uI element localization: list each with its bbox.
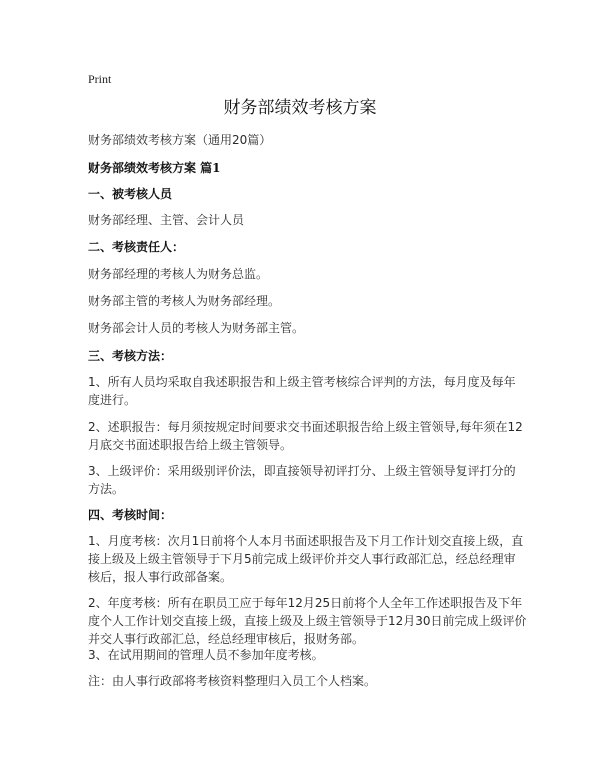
paragraph <box>88 418 523 454</box>
part-heading: 财务部绩效考核方案 篇1 <box>88 161 221 175</box>
paragraph-line: 财务部会计人员的考核人为财务部主管。 <box>88 321 305 335</box>
paragraph-line: 1、月度考核：次月1日前将个人本月书面述职报告及下月工作计划交直接上级，直 <box>88 534 524 548</box>
paragraph-line: 2、年度考核：所有在职员工应于每年12月25日前将个人全年工作述职报告及下年 <box>88 596 523 610</box>
paragraph-line: 月底交书面述职报告给上级主管领导。 <box>88 438 293 452</box>
paragraph-line: 并交人事行政部汇总，经总经理审核后，报财务部。 <box>88 632 365 646</box>
paragraph <box>88 646 324 664</box>
paragraph-line: 2、述职报告：每月须按规定时间要求交书面述职报告给上级主管领导,每年须在12 <box>88 420 523 434</box>
paragraph-line: 度个人工作计划交直接上级，直接上级及上级主管领导于12月30日前完成上级评价 <box>88 614 527 628</box>
print-link[interactable]: Print <box>88 72 112 86</box>
section-heading: 二、考核责任人： <box>88 240 185 254</box>
paragraph <box>88 532 523 586</box>
paragraph-line: 核后，报人事行政部备案。 <box>88 570 233 584</box>
paragraph <box>88 462 516 498</box>
paragraph <box>88 319 304 337</box>
paragraph-line: 财务部经理的考核人为财务总监。 <box>88 267 269 281</box>
section-heading: 一、被考核人员 <box>88 187 173 201</box>
paragraph <box>88 292 280 310</box>
paragraph <box>88 594 527 648</box>
paragraph-line: 财务部主管的考核人为财务部经理。 <box>88 294 281 308</box>
paragraph-line: 度进行。 <box>88 393 137 407</box>
paragraph-line: 财务部经理、主管、会计人员 <box>88 213 245 227</box>
paragraph-line: 3、上级评价：采用级别评价法，即直接领导初评打分、上级主管领导复评打分的 <box>88 464 516 478</box>
section-heading: 三、考核方法： <box>88 349 173 363</box>
paragraph-line: 3、在试用期间的管理人员不参加年度考核。 <box>88 648 324 662</box>
paragraph-line: 1、所有人员均采取自我述职报告和上级主管考核综合评判的方法，每月度及每年 <box>88 375 516 389</box>
section-heading: 四、考核时间： <box>88 508 173 522</box>
paragraph-line: 注：由人事行政部将考核资料整理归入员工个人档案。 <box>88 674 377 688</box>
page-title: 财务部绩效考核方案 <box>223 98 377 118</box>
paragraph-line: 接上级及上级主管领导于下月5前完成上级评价并交人事行政部汇总，经总经理审 <box>88 552 516 566</box>
paragraph <box>88 373 516 409</box>
paragraph <box>88 672 376 690</box>
paragraph <box>88 211 244 229</box>
paragraph-line: 方法。 <box>88 482 125 496</box>
subtitle: 财务部绩效考核方案（通用20篇） <box>88 133 272 147</box>
paragraph <box>88 265 268 283</box>
